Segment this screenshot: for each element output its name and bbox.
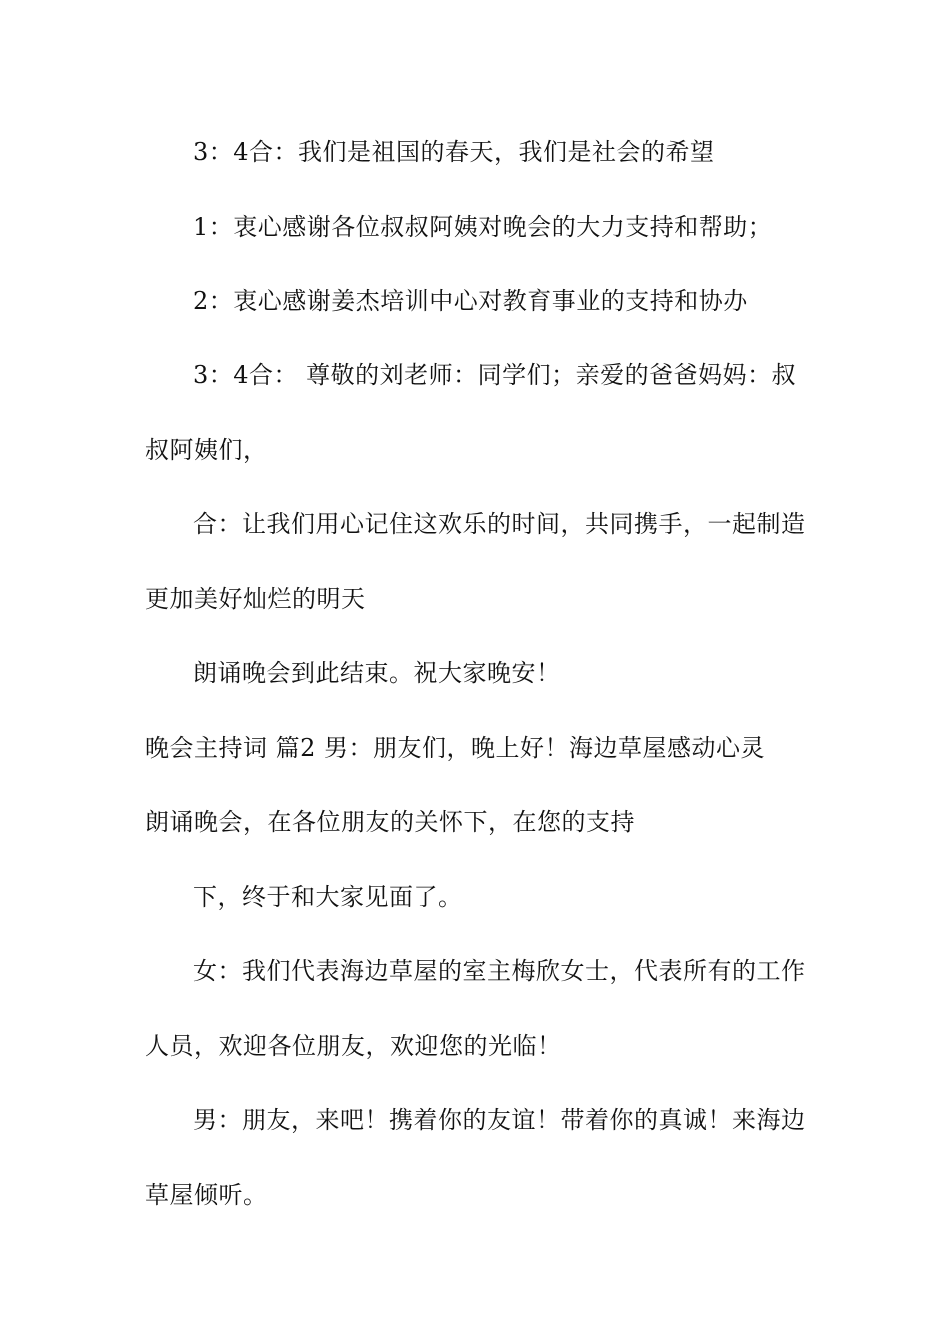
paragraph-line: 叔阿姨们， xyxy=(145,436,268,464)
paragraph-line: 2：衷心感谢姜杰培训中心对教育事业的支持和协办 xyxy=(193,287,748,315)
paragraph-line: 下，终于和大家见面了。 xyxy=(193,883,463,911)
paragraph-line: 1：衷心感谢各位叔叔阿姨对晚会的大力支持和帮助； xyxy=(193,213,773,241)
paragraph-line: 3：4合： 尊敬的刘老师：同学们；亲爱的爸爸妈妈：叔 xyxy=(193,361,797,389)
paragraph-line: 朗诵晚会，在各位朋友的关怀下，在您的支持 xyxy=(145,808,635,836)
paragraph-line: 女：我们代表海边草屋的室主梅欣女士，代表所有的工作 xyxy=(193,957,806,985)
section-heading-line: 晚会主持词 篇2 男：朋友们，晚上好！海边草屋感动心灵 xyxy=(145,734,766,762)
paragraph-line: 草屋倾听。 xyxy=(145,1181,268,1209)
paragraph-line: 人员，欢迎各位朋友，欢迎您的光临！ xyxy=(145,1032,562,1060)
paragraph-line: 合：让我们用心记住这欢乐的时间，共同携手，一起制造 xyxy=(193,510,806,538)
paragraph-line: 男：朋友，来吧！携着你的友谊！带着你的真诚！来海边 xyxy=(193,1106,806,1134)
paragraph-line: 更加美好灿烂的明天 xyxy=(145,585,366,613)
paragraph-line: 3：4合：我们是祖国的春天，我们是社会的希望 xyxy=(193,138,715,166)
paragraph-line: 朗诵晚会到此结束。祝大家晚安！ xyxy=(193,659,561,687)
